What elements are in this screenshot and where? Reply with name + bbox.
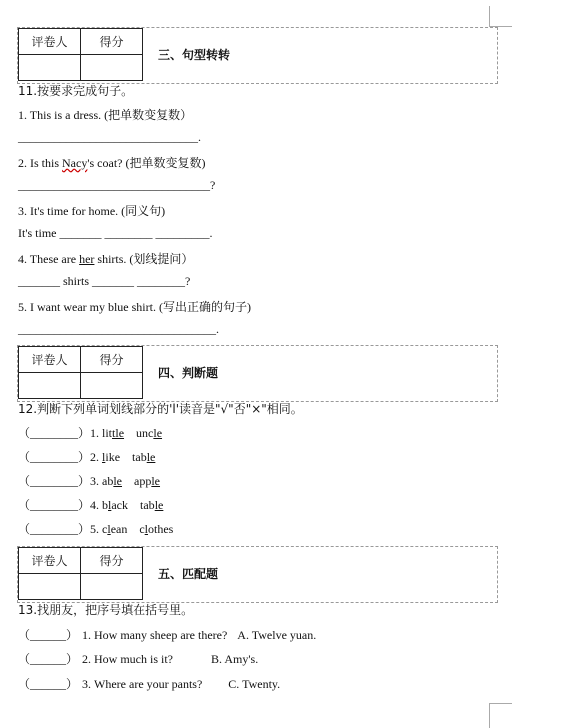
word-part: tab (132, 450, 147, 464)
match-option: C. Twenty. (228, 677, 281, 691)
text-part: 2. Is this (18, 156, 63, 170)
grader-header: 评卷人 (19, 347, 81, 373)
word-part: app (134, 474, 152, 488)
answer-line: _______ shirts _______ ________? (18, 274, 191, 288)
word-part: lit (102, 426, 113, 440)
underlined-word: her (79, 252, 95, 266)
underlined-part: tle (112, 426, 125, 440)
page-corner-mark-top (489, 6, 512, 27)
answer-line: ______________________________. (18, 130, 201, 144)
score-table (18, 547, 143, 600)
item-prefix: （______） (18, 652, 79, 666)
section-header-3 (17, 27, 498, 84)
match-item (18, 626, 316, 643)
underlined-part: l (144, 522, 149, 536)
match-question: 3. Where are your pants? (82, 677, 203, 691)
score-header: 得分 (81, 29, 143, 55)
section-header-5 (17, 546, 498, 603)
underlined-part: le (153, 426, 163, 440)
score-cell (81, 373, 143, 399)
grader-cell (19, 55, 81, 81)
score-header: 得分 (81, 548, 143, 574)
word-part: ack (111, 498, 129, 512)
question-heading: 12.判断下列单词划线部分的'l'读音是"√"否"×"相同。 (18, 402, 303, 416)
match-option: B. Amy's. (211, 652, 259, 666)
item-prefix: （________）1. (18, 426, 103, 440)
judge-item (18, 496, 163, 513)
answer-line: _________________________________. (18, 322, 219, 336)
word-part: othes (148, 522, 174, 536)
text-part: shirts. (划线提问） (94, 252, 194, 266)
word-part: b (102, 498, 109, 512)
grader-cell (19, 373, 81, 399)
question-heading: 13.找朋友，把序号填在括号里。 (18, 603, 194, 617)
word-part: unc (136, 426, 154, 440)
word-part: c (139, 522, 145, 536)
text-part: 's coat? (把单数变复数) (87, 156, 206, 170)
word-part: ean (110, 522, 128, 536)
question-item (18, 250, 193, 267)
word-part: c (102, 522, 108, 536)
text-part: 4. These are (18, 252, 80, 266)
grader-header: 评卷人 (19, 29, 81, 55)
underlined-part: le (151, 474, 161, 488)
word-part: tab (140, 498, 155, 512)
question-item: 1. This is a dress. (把单数变复数） (18, 108, 193, 122)
item-prefix: （________）3. (18, 474, 103, 488)
judge-item (18, 472, 160, 489)
question-item: 3. It's time for home. (同义句) (18, 204, 166, 218)
underlined-part: l (108, 498, 112, 512)
answer-line: It's time _______ ________ _________. (18, 226, 213, 240)
score-cell (81, 574, 143, 600)
match-item (18, 650, 258, 667)
judge-item (18, 424, 162, 441)
score-table (18, 346, 143, 399)
match-option: A. Twelve yuan. (237, 628, 317, 642)
match-question: 2. How much is it? (82, 652, 174, 666)
underlined-part: l (102, 450, 106, 464)
score-header: 得分 (81, 347, 143, 373)
judge-item (18, 520, 173, 537)
section-header-4 (17, 345, 498, 402)
section-title: 四、判断题 (158, 366, 219, 380)
item-prefix: （________）5. (18, 522, 103, 536)
judge-item (18, 448, 155, 465)
section-title: 五、匹配题 (158, 567, 219, 581)
item-prefix: （________）4. (18, 498, 103, 512)
grader-cell (19, 574, 81, 600)
question-item (18, 154, 205, 171)
section-title: 三、句型转转 (158, 48, 231, 62)
match-question: 1. How many sheep are there? (82, 628, 228, 642)
score-table (18, 28, 143, 81)
question-item: 5. I want wear my blue shirt. (写出正确的句子) (18, 300, 251, 314)
underlined-part: le (113, 474, 123, 488)
match-item (18, 675, 280, 692)
page-corner-mark-bottom (489, 703, 512, 728)
grader-header: 评卷人 (19, 548, 81, 574)
underlined-part: le (146, 450, 156, 464)
word-part: ike (105, 450, 121, 464)
underlined-part: l (107, 522, 111, 536)
underlined-part: le (154, 498, 164, 512)
answer-line: ________________________________? (18, 178, 216, 192)
word-part: ab (102, 474, 114, 488)
item-prefix: （________）2. (18, 450, 103, 464)
item-prefix: （______） (18, 677, 79, 691)
score-cell (81, 55, 143, 81)
question-heading: 11.按要求完成句子。 (18, 84, 134, 98)
spell-flagged-word: Nacy (62, 156, 88, 170)
item-prefix: （______） (18, 628, 79, 642)
